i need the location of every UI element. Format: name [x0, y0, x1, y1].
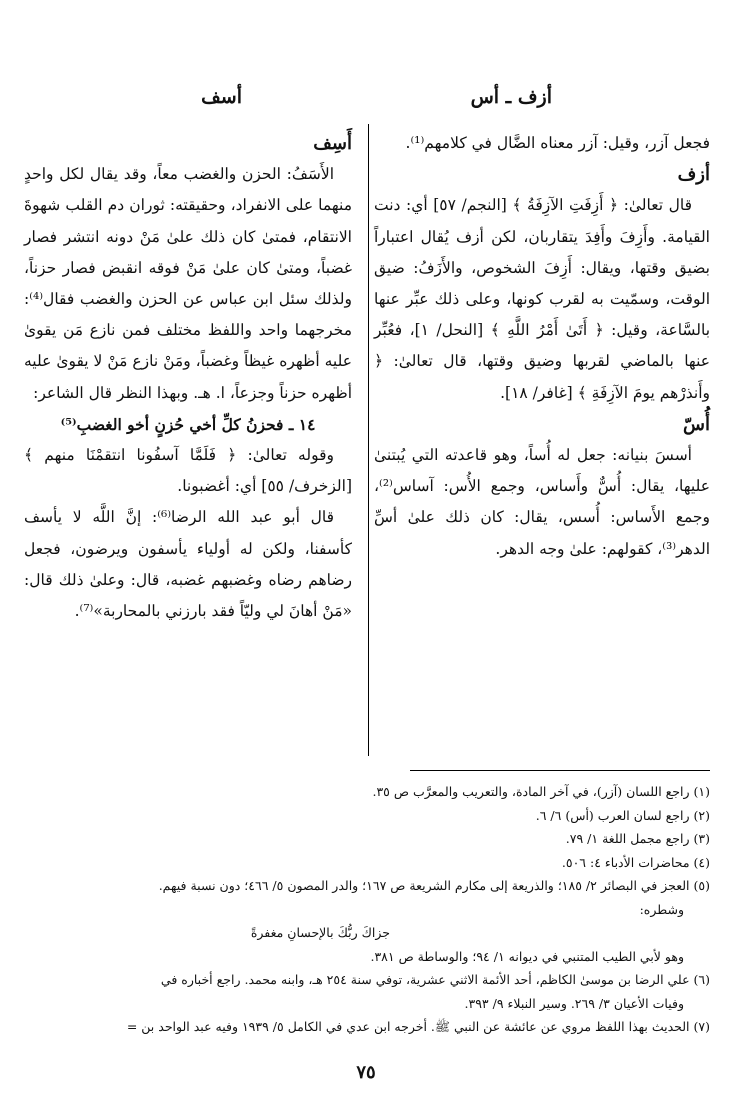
- footnote-7: (٧) الحديث بهذا اللفظ مروي عن عائشة عن النبي ﷺ. أخرجه ابن عدي في الكامل ٥/ ١٩٣٩ وفيه عبد الواحد بن =: [126, 1019, 710, 1034]
- footnote-1: (١) راجع اللسان (آزر)، في آخر المادة، والتعريب والمعرَّب ص ٣٥.: [372, 784, 710, 799]
- column-divider: [368, 124, 369, 756]
- footnote-5: (٥) العجز في البصائر ٢/ ١٨٥؛ والذريعة إلى مكارم الشريعة ص ١٦٧؛ والدر المصون ٥/ ٤٦٦؛ دون نسبة فيهم.: [158, 878, 710, 893]
- running-header-right: أزف ـ أس: [470, 86, 552, 108]
- footnote-6: (٦) علي الرضا بن موسىٰ الكاظم، أحد الأئمة الاثني عشرية، توفي سنة ٢٥٤ هـ، وابنه محمد. راجع أخباره في: [160, 972, 710, 987]
- paragraph-rida: قال أبو عبد الله الرضا⁽⁶⁾: إنَّ اللَّه لا يأسف كأسفنا، ولكن له أولياء يأسفون ويرضون، فجعل رضاهم رضاه وغضبهم غضبه، قال: وعلىٰ ذلك قال: «مَنْ أهانَ لي وليّاً فقد بارزني بالمحاربة»⁽⁷⁾.: [24, 508, 352, 621]
- footnote-5-shatr-label: وشطره:: [639, 901, 684, 917]
- paragraph-as: أسسَ بنيانه: جعل له أُساً، وهو قاعدته التي يُبتنىٰ عليها، يقال: أُسٌّ وأَساس، وجمع الأُس: آساس⁽²⁾، وجمع الأَساس: أُسس، يقال: كان ذلك علىٰ أسِّ الدهر⁽³⁾، كقولهم: علىٰ وجه الدهر.: [374, 446, 710, 558]
- entry-heading-azf: أزف: [677, 164, 710, 186]
- footnote-5-poet: وهو لأبي الطيب المتنبي في ديوانه ١/ ٩٤؛ والوساطة ص ٣٨١.: [370, 948, 684, 964]
- running-header-left: أسف: [201, 86, 242, 108]
- footnote-2: (٢) راجع لسان العرب (أس) ٦/ ٦.: [535, 807, 710, 823]
- page-number: ٧٥: [356, 1062, 376, 1083]
- footnote-4: (٤) محاضرات الأدباء ٤: ٥٠٦.: [561, 854, 710, 870]
- paragraph-azar: فجعل آزر، وقيل: آزر معناه الضَّال في كلامهم⁽¹⁾.: [405, 134, 710, 152]
- verse-14: ١٤ ـ فحزنُ كلِّ أخي حُزنٍ أخو الغضبِ⁽⁵⁾: [60, 414, 316, 434]
- left-column: [24, 128, 352, 627]
- footnotes: [20, 780, 710, 1039]
- footnote-3: (٣) راجع مجمل اللغة ١/ ٧٩.: [565, 831, 710, 846]
- paragraph-asafuna: وقوله تعالىٰ: ﴿ فَلَمَّا آسفُونا انتقمْنَا منهم ﴾ [الزخرف/ ٥٥] أي: أغضبونا.: [24, 446, 352, 496]
- entry-heading-asaf: أَسِف: [313, 133, 352, 154]
- footnote-5-verse: جزاكَ ربُّكَ بالإحسانِ مغفرةً: [250, 925, 390, 940]
- footnote-6-continued: وفيات الأعيان ٣/ ٢٦٩. وسير النبلاء ٩/ ٣٩٣.: [464, 995, 684, 1011]
- entry-heading-as: أُسّ: [683, 413, 710, 435]
- right-column: [374, 128, 710, 565]
- footnote-separator: [410, 770, 710, 771]
- paragraph-asaf-definition: الأَسَفُ: الحزن والغضب معاً، وقد يقال لكل واحدٍ منهما على الانفراد، وحقيقته: ثوران دم القلب شهوةَ الانتقام، فمتىٰ كان ذلك علىٰ مَنْ دونه انتشر فصار غضباً، ومتىٰ كان علىٰ مَنْ فوقه انقبض فصار حزناً، ولذلك سئل ابن عباس عن الحزن والغضب فقال⁽⁴⁾: مخرجهما واحد واللفظ مختلف فمن نازع مَن يقوىٰ عليه أظهره غيظاً وغضباً، ومَنْ نازع مَنْ لا يقوىٰ عليه أظهره حزناً وجزعاً، ا. هـ. وبهذا النظر قال الشاعر:: [24, 165, 352, 402]
- paragraph-azf: قال تعالىٰ: ﴿ أَزِفَتِ الآزِفَةُ ﴾ [النجم/ ٥٧] أي: دنت القيامة. وأَزِفَ وأَفِدَ يتقاربان، لكن أزف يُقال اعتباراً بضيق وقتها، ويقال: أَزِفَ الشخوص، والأَزَفُ: ضيق الوقت، وسمّيت به لقرب كونها، وعلى ذلك عبِّر عنها بالسَّاعة، وقيل: ﴿ أَتَىٰ أَمْرُ اللَّهِ ﴾ [النحل/ ١]، فعُبِّر عنها بالماضي لقربها وضيق وقتها، قال تعالىٰ: ﴿ وأَنذرْهم يومَ الآزِفَةِ ﴾ [غافر/ ١٨].: [374, 196, 711, 402]
